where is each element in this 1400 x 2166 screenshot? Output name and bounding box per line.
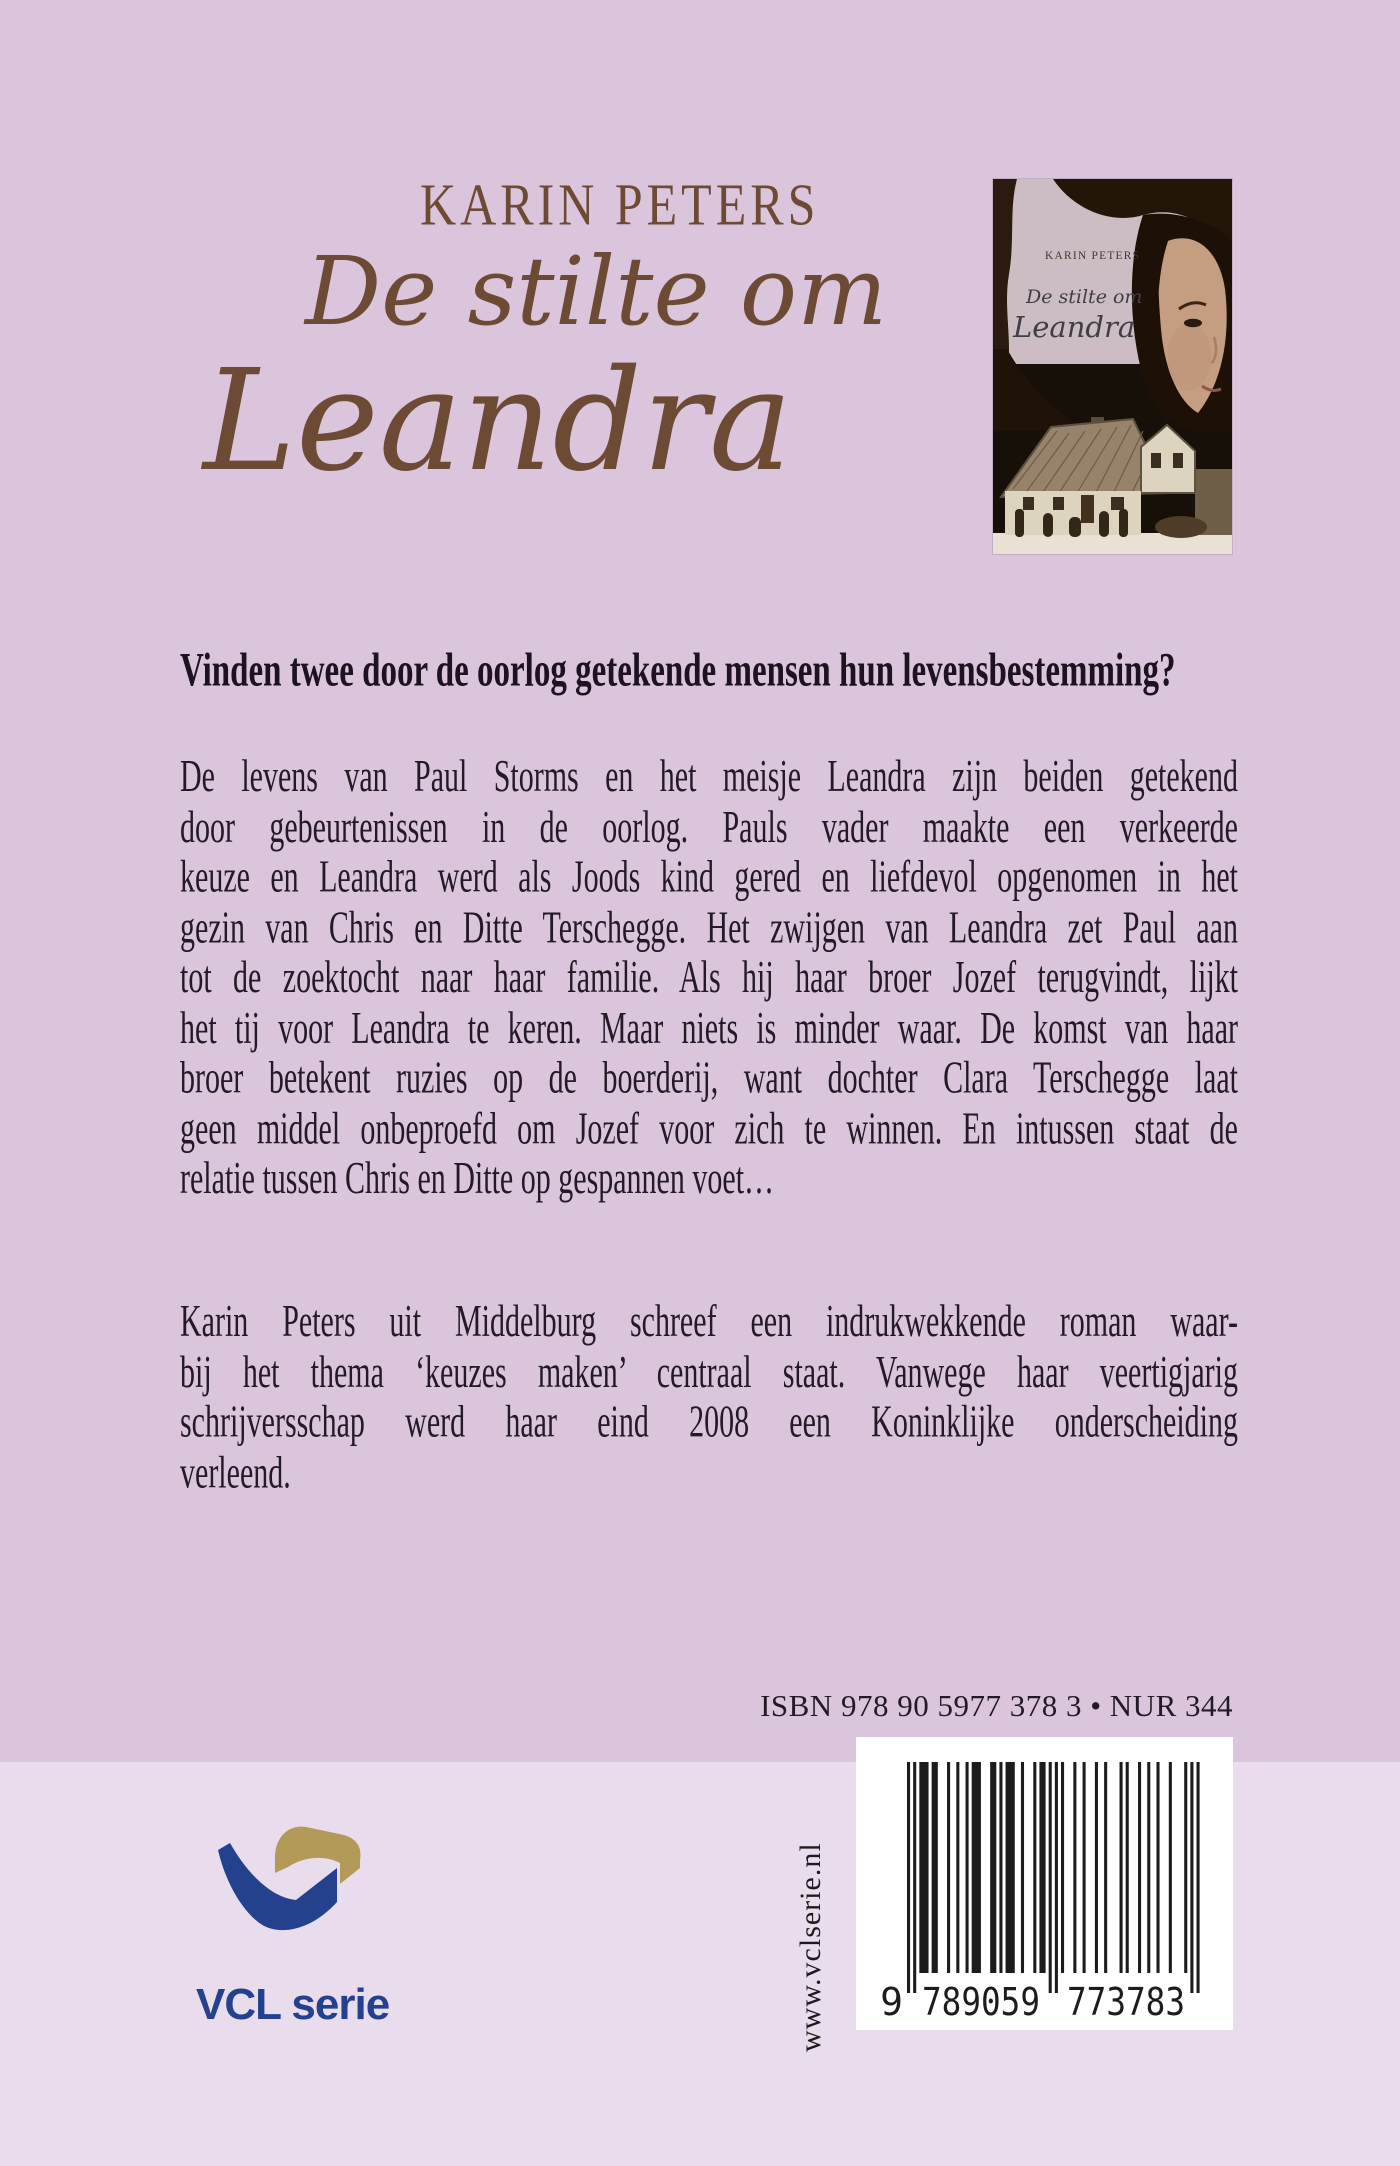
barcode-bar xyxy=(907,1762,910,1993)
barcode-bar xyxy=(1197,1762,1200,1993)
barcode-bar xyxy=(1039,1762,1045,1973)
barcode-bar xyxy=(1138,1762,1141,1973)
barcode-bars xyxy=(907,1762,1200,1993)
farmhouse-ground xyxy=(993,533,1232,554)
barcode-bar xyxy=(1120,1762,1123,1973)
cover-face-shading xyxy=(1167,323,1211,391)
farmhouse-gable-window xyxy=(1151,453,1161,468)
text-line: keuze en Leandra werd als Joods kind gered en liefdevol opgenomen in het xyxy=(180,852,1238,902)
barcode-bar xyxy=(972,1762,981,1973)
barcode-bar xyxy=(956,1762,959,1973)
barcode-bar xyxy=(1021,1762,1024,1973)
text-line: bij het thema ‘keuzes maken’ centraal staat. Vanwege haar veertigjarig xyxy=(180,1347,1238,1397)
barcode-bar xyxy=(1033,1762,1036,1973)
barcode-bar xyxy=(999,1762,1002,1973)
barcode-bar xyxy=(1061,1762,1064,1973)
text-line: tot de zoektocht naar haar familie. Als hij haar broer Jozef terugvindt, lijkt xyxy=(180,953,1238,1003)
barcode-bar xyxy=(1147,1762,1150,1973)
barcode-bar xyxy=(966,1762,969,1973)
barcode xyxy=(856,1737,1233,2030)
barcode-bar xyxy=(1104,1762,1107,1973)
barcode-bar xyxy=(1083,1762,1086,1973)
text-line: het tij voor Leandra te keren. Maar niets is minder waar. De komst van haar xyxy=(180,1003,1238,1053)
barcode-box xyxy=(856,1737,1233,2030)
farmhouse-gable-window xyxy=(1173,453,1183,468)
barcode-bar xyxy=(1073,1762,1076,1973)
barcode-bar xyxy=(932,1762,938,1973)
barcode-bar xyxy=(1156,1762,1159,1973)
barcode-bar xyxy=(1055,1762,1058,1993)
vcl-logo-gold-ribbon xyxy=(275,1827,361,1884)
barcode-bar xyxy=(1126,1762,1129,1973)
barcode-digit-first: 9 xyxy=(880,1980,903,2024)
cover-art xyxy=(993,179,1232,554)
text-line: broer betekent ruzies op de boerderij, want dochter Clara Terschegge laat xyxy=(180,1053,1238,1103)
synopsis-paragraph xyxy=(180,752,1238,1204)
vcl-logo-mark xyxy=(216,1818,362,1940)
text-line: gezin van Chris en Ditte Terschegge. Het zwijgen van Leandra zet Paul aan xyxy=(180,902,1238,953)
barcode-bar xyxy=(913,1762,916,1993)
farmhouse-window xyxy=(1023,497,1034,510)
farmhouse-window xyxy=(1053,497,1064,510)
text-line: schrijversschap werd haar eind 2008 een Koninklijke onderscheiding xyxy=(180,1397,1238,1447)
text-line: Karin Peters uit Middelburg schreef een indrukwekkende roman waar- xyxy=(180,1297,1238,1347)
text-line: relatie tussen Chris en Ditte op gespannen voet… xyxy=(180,1154,775,1204)
book-title-line2: Leandra xyxy=(203,340,793,503)
cover-author: KARIN PETERS xyxy=(1045,250,1141,262)
cover-thumbnail xyxy=(993,179,1232,554)
barcode-bar xyxy=(1049,1762,1052,1993)
bio-paragraph xyxy=(180,1297,1238,1498)
text-line: verleend. xyxy=(180,1447,291,1498)
barcode-bar xyxy=(1095,1762,1098,1973)
barcode-bar xyxy=(947,1762,950,1973)
text-line: door gebeurtenissen in de oorlog. Pauls vader maakte een verkeerde xyxy=(180,802,1238,852)
barcode-digit-group2: 773783 xyxy=(1067,1980,1185,2024)
barcode-bar xyxy=(1190,1762,1193,1993)
author-name: KARIN PETERS xyxy=(420,171,820,238)
book-title-line1: De stilte om xyxy=(305,237,888,347)
barcode-bar xyxy=(919,1762,928,1973)
cover-eye xyxy=(1184,319,1202,327)
barcode-bar xyxy=(990,1762,996,1973)
cover-title-line1: De stilte om xyxy=(1026,286,1143,308)
text-line: geen middel onbeproefd om Jozef voor zich te winnen. En intussen staat de xyxy=(180,1103,1238,1154)
barcode-bar xyxy=(1169,1762,1172,1973)
barcode-bar xyxy=(1184,1762,1187,1973)
website-vertical-text: www.vclserie.nl xyxy=(794,1842,827,2052)
barcode-digit-group1: 789059 xyxy=(922,1980,1040,2024)
cover-title-line2: Leandra xyxy=(1013,310,1136,344)
farmhouse-door xyxy=(1081,495,1094,523)
vcl-logo-text: VCL serie xyxy=(196,1980,390,2029)
barcode-bar xyxy=(1006,1762,1015,1973)
farmhouse-woodpile xyxy=(1155,516,1207,538)
headline: Vinden twee door de oorlog getekende mensen hun levensbestemming? xyxy=(180,645,1176,698)
farmhouse-window xyxy=(1111,497,1124,510)
text-line: De levens van Paul Storms en het meisje Leandra zijn beiden getekend xyxy=(180,752,1238,802)
isbn-nur-text: ISBN 978 90 5977 378 3 • NUR 344 xyxy=(760,1688,1233,1723)
